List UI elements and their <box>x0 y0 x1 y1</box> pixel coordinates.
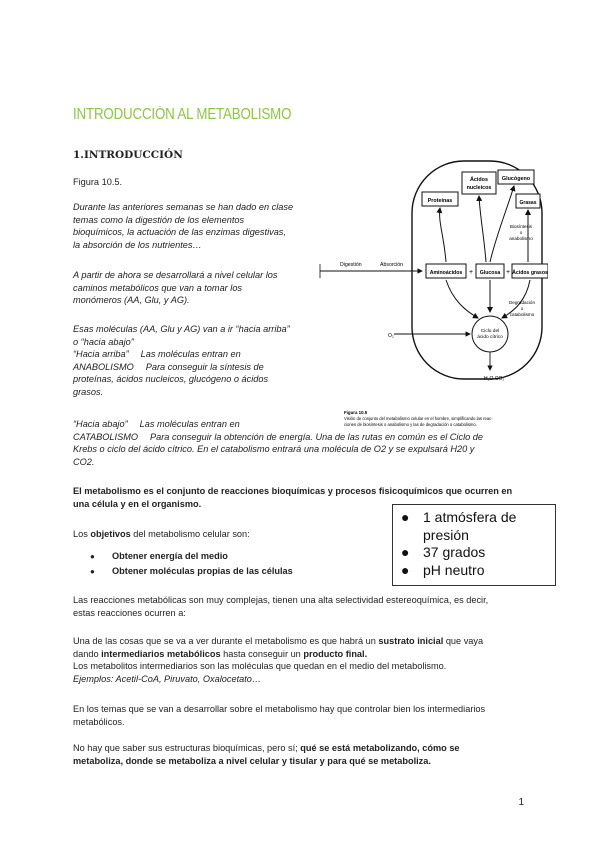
biosynthesis-label-3: anabolismo <box>509 236 533 241</box>
figure-reference: Figura 10.5. <box>73 177 123 187</box>
condition-item: presión <box>423 526 469 543</box>
paragraph-topics: En los temas que se van a desarrollar sobre el metabolismo hay que controlar bien los intermediarios metabólicos. <box>73 704 486 727</box>
objective-item: ● Obtener moléculas propias de las células <box>90 565 293 579</box>
section-heading: 1.INTRODUCCIÓN <box>73 149 183 161</box>
bullet-icon: ● <box>90 567 95 576</box>
amino-acids-label: Aminoácidos <box>429 270 463 276</box>
paragraph-cellular: A partir de ahora se desarrollará a nivel celular los caminos metabólicos que van a tomar los monómeros (AA, Glu, y AG). <box>73 270 278 306</box>
cycle-label-2: ácido cítrico <box>477 335 503 340</box>
metabolism-figure <box>318 156 548 436</box>
nucleic-acids-label-1: Ácidos <box>470 177 488 183</box>
objective-item: ● Obtener energía del medio <box>90 550 228 564</box>
plus-sign-2: + <box>505 269 511 276</box>
degradation-label-3: catabolismo <box>509 312 535 317</box>
proteins-label: Proteínas <box>427 198 453 204</box>
paragraph-final: No hay que saber sus estructuras bioquímicas, pero sí; qué se está metabolizando, cómo se metaboliza, donde se metaboliza a nivel celular y tisular y para qué se metaboliza. <box>73 743 460 766</box>
oxygen-label: O₂ <box>388 333 394 339</box>
digestion-label: Digestión <box>340 262 362 268</box>
biosynthesis-label-2: o <box>519 230 523 235</box>
nucleic-acids-label-2: nucleicos <box>466 185 492 191</box>
page-number: 1 <box>518 797 524 808</box>
paragraph-intro: Durante las anteriores semanas se han dado en clase temas como la digestión de los elementos bioquímicos, la actuación de las enzimas digestivas, la absorción de los nutrientes… <box>73 202 294 250</box>
page-title: INTRODUCCIÓN AL METABOLISMO <box>73 106 292 123</box>
cycle-label-1: Ciclo del <box>480 329 500 334</box>
absorption-label: Absorción <box>380 262 404 268</box>
metabolism-definition: El metabolismo es el conjunto de reacciones bioquímicas y procesos fisicoquímicos que ocurren en una célula y en el organismo. <box>73 486 513 509</box>
paragraph-catabolism: “Hacia abajo” Las moléculas entran en CATABOLISMO Para conseguir la obtención de energía. Una de las rutas en común es el Ciclo de Krebs o ciclo del ácido cítrico. En el catabolismo entrará una molécula de O2 y se expulsará H20 y CO2. <box>73 419 475 467</box>
products-label: H₂O CO₂ <box>484 376 505 382</box>
fats-label: Grasas <box>519 200 537 206</box>
paragraph-substrate: Una de las cosas que se va a ver durante el metabolismo es que habrá un sustrato inicial que vaya dando intermediarios metabólicos hasta conseguir un producto final. Los metabolitos intermediarios son las moléculas que quedan en el medio del metabolismo. Ejemplos: Acetil-CoA, Piruvato, Oxalocetato… <box>73 636 484 684</box>
biosynthesis-label-1: Biosíntesis <box>509 224 533 229</box>
condition-item: ● 1 atmósfera de <box>401 509 517 525</box>
degradation-label-2: o <box>520 306 524 311</box>
figure-caption-title: Figura 10.5 <box>344 410 368 415</box>
figure-caption-line-2: ciones de biosíntesis o anabolismo y las de degradación o catabolismo. <box>344 422 477 427</box>
bullet-icon: ● <box>401 509 410 525</box>
condition-item: ● 37 grados <box>401 544 486 561</box>
degradation-label-1: Degradación <box>508 300 536 305</box>
glycogen-label: Glucógeno <box>501 176 531 182</box>
paragraph-reactions: Las reacciones metabólicas son muy complejas, tienen una alta selectividad estereoquímica, es decir, estas reacciones ocurren a: <box>73 595 489 618</box>
condition-item: ● pH neutro <box>401 561 485 578</box>
objectives-intro: Los objetivos del metabolismo celular son: <box>73 529 250 539</box>
glucose-label: Glucosa <box>479 270 501 276</box>
citric-acid-cycle-circle <box>472 316 508 352</box>
bullet-icon: ● <box>90 552 95 561</box>
plus-sign-1: + <box>468 269 474 276</box>
figure-caption-line-1: Visión de conjunto del metabolismo celular en el hombre, simplificando las reac- <box>344 416 493 421</box>
conditions-box <box>392 504 556 586</box>
fatty-acids-label: Ácidos grasos <box>512 270 548 276</box>
paragraph-molecules: Esas moléculas (AA, Glu y AG) van a ir “hacia arriba” o “hacia abajo” “Hacia arriba” Las moléculas entran en ANABOLISMO Para conseguir la síntesis de proteínas, ácidos nucleicos, glucógeno o ácidos grasos. <box>73 324 290 397</box>
bullet-icon: ● <box>401 544 410 561</box>
bullet-icon: ● <box>401 561 410 578</box>
